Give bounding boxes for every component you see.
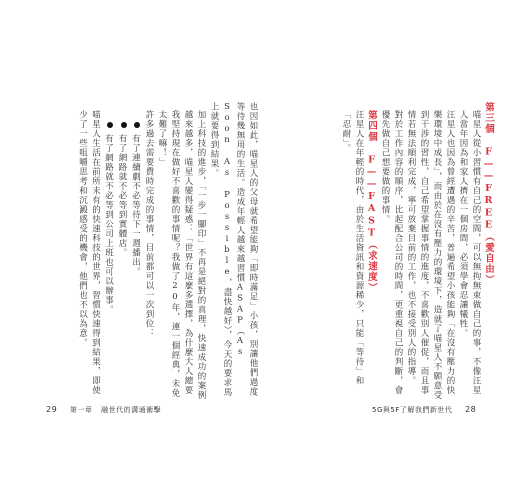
- book-title: 5G與5F了解我們新世代: [372, 406, 453, 414]
- bullet-list: [102, 122, 143, 402]
- section-heading-fast: 第四個 F——FAST（求速度）: [366, 110, 377, 294]
- left-closing-paragraph: 喵星人生活在前所未有的快速科技的世界，習慣快速得到結果，即使少了一些咀嚼思考和沉澱感受的機會，他們也不以為意。: [77, 110, 101, 395]
- chapter-label: 第一章: [69, 406, 93, 414]
- chapter-title: 融世代的溝通衝擊: [101, 406, 162, 414]
- bullet-item: [102, 122, 116, 402]
- bullet-text: 有了網路就不必等到公司上班也可以辦事。: [103, 134, 114, 315]
- bullet-item: [129, 122, 143, 402]
- right-paragraph-1: 喵星人從小習慣有自己的空間，可以無拘無束做自己的事，不像汪星人當年因為和家人擠在一個房間，必須學會忍讓犧牲。: [458, 110, 481, 395]
- right-page-footer: [372, 405, 476, 415]
- left-paragraph-1: 也因如此，喵星人的父母就希望能夠「即時滿足」小孩，別讓他們過度等待幾無用的生活。造成年輕人越來越習慣ASAP（As Soon As Possible，盡快越好），今天的要求馬上就要得到結果。: [209, 102, 258, 398]
- right-paragraph-2: 汪星人也因為曾經遭遇的辛苦，普遍希望小孩能夠「在沒有壓力的快樂環境中成長」，而由於在沒有壓力的環境下，造就了喵星人不願意受到干涉的習性，自己希望掌握事情的進度，不喜歡別人催促，而且事情若無法順利完成，寧可放棄目前的工作，也不接受別人的指導。: [406, 110, 455, 401]
- bullet-dot-icon: [121, 122, 127, 128]
- section-heading-free: 第三個 F——FREE（愛自由）: [483, 102, 494, 286]
- left-page-body: [39, 102, 259, 402]
- bullet-text: 有了連續劇不必等待下一週播出。: [130, 134, 141, 277]
- page-number-left: 29: [46, 405, 58, 414]
- left-page: [24, 72, 259, 432]
- right-paragraph-3: 對於工作內容的順序，比起配合公司的時間，更重視自己的判斷，會優先做自己想要做的事情。: [380, 110, 403, 395]
- bullet-item: [115, 122, 129, 402]
- left-paragraph-2: 加上科技的進步，「一步一腳印」不再是絕對的真理，快速成功的案例越來越多，喵星人變得疑惑：「世界有這麼多選擇，為什麼大人總要我堅持現在做好不喜歡的事情呢？我做了20年，連一個經典，未免太難了嘛！」: [157, 110, 206, 401]
- right-page: [268, 72, 503, 432]
- bullet-text: 有了網路就不必等到實體店。: [117, 134, 127, 258]
- bullet-dot-icon: [134, 122, 140, 128]
- left-page-footer: [46, 405, 161, 415]
- page-number-right: 28: [465, 405, 477, 414]
- left-paragraph-3: 許多過去需要費時完成的事情，目前都可以一次到位：: [144, 110, 154, 338]
- right-paragraph-4: 汪星人在年輕的時代，由於生活資訊和資源稀少，只能「等待」和「忍耐」。: [341, 110, 364, 386]
- right-page-body: [275, 102, 495, 402]
- bullet-dot-icon: [107, 122, 113, 128]
